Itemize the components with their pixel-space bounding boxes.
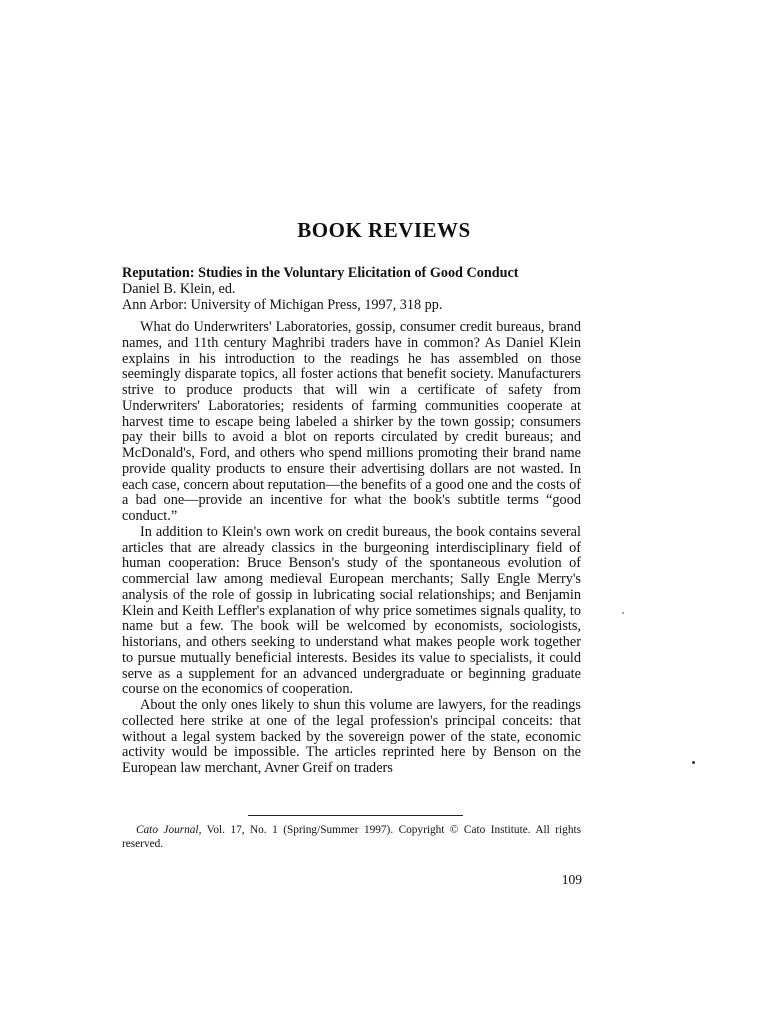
book-title: Reputation: Studies in the Voluntary Elicitation of Good Conduct [122,265,519,281]
footnote-divider [248,815,463,816]
scan-speck [622,612,624,614]
footnote-text: , Vol. 17, No. 1 (Spring/Summer 1997). Copyright © Cato Institute. All rights reserved. [122,824,582,850]
review-paragraph: What do Underwriters' Laboratories, gossip, consumer credit bureaus, brand names, and 11th century Maghribi traders have in common? As Daniel Klein explains in his introduction to the readings he has assembled on those seemingly disparate topics, all foster actions that benefit society. Manufacturers strive to produce products that will win a certificate of safety from Underwriters' Laboratories; residents of farming communities cooperate at harvest time to escape being labeled a shirker by the town gossip; consumers pay their bills to avoid a blot on reports circulated by credit bureaus; and McDonald's, Ford, and others who spend millions promoting their brand name provide quality products to ensure their advertising dollars are not wasted. In each case, concern about reputation—the benefits of a good one and the costs of a bad one—provide an incentive for what the book's subtitle terms “good conduct.” [122,319,581,524]
book-publication: Ann Arbor: University of Michigan Press, 1997, 318 pp. [122,297,443,313]
review-body [122,320,581,777]
review-paragraph: About the only ones likely to shun this volume are lawyers, for the readings collected here strike at one of the legal profession's principal conceits: that without a legal system backed by the sovereign power of the state, economic activity would be impossible. The articles reprinted here by Benson on the European law merchant, Avner Greif on traders [122,697,581,776]
copyright-footnote [122,823,581,851]
scan-speck [692,761,695,764]
page-number: 109 [561,872,582,887]
review-paragraph: In addition to Klein's own work on credit bureaus, the book contains several articles that are already classics in the burgeoning interdisciplinary field of human cooperation: Bruce Benson's study of the spontaneous evolution of commercial law among medieval European merchants; Sally Engle Merry's analysis of the role of gossip in lubricating social relationships; and Benjamin Klein and Keith Leffler's explanation of why price sometimes signals quality, to name but a few. The book will be welcomed by economists, sociologists, historians, and others seeking to understand what makes people work together to pursue mutually beneficial interests. Besides its value to specialists, it could serve as a supplement for an advanced undergraduate or beginning graduate course on the economics of cooperation. [122,523,581,698]
book-citation [122,265,592,313]
section-heading: BOOK REVIEWS [297,218,471,242]
book-editor: Daniel B. Klein, ed. [122,281,236,297]
journal-name: Cato Journal [136,824,199,836]
